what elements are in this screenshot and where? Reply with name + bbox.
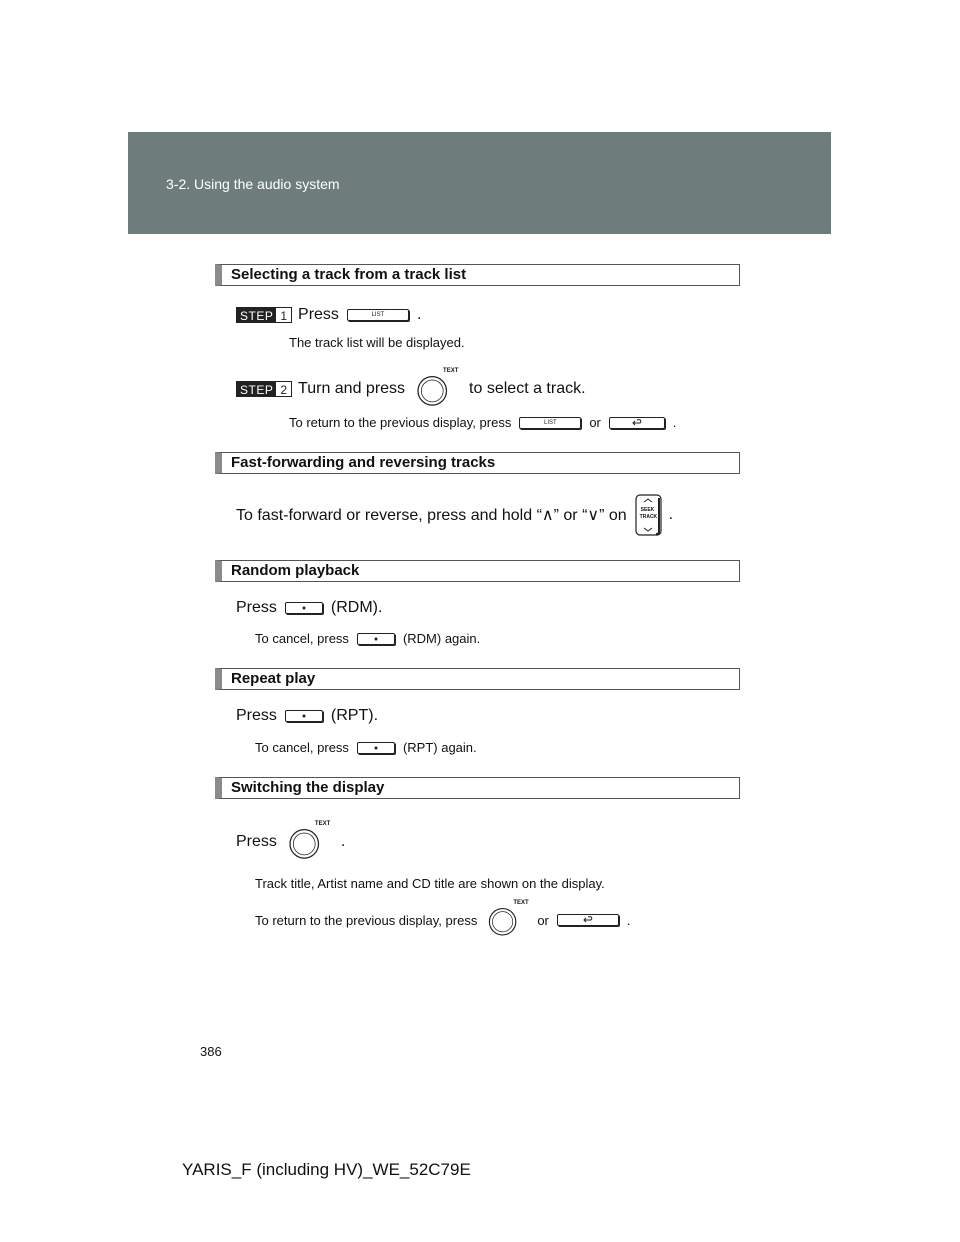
step2-post: to select a track. <box>469 380 586 397</box>
step2-line <box>236 370 586 408</box>
step1-line <box>236 306 421 324</box>
dot-button-icon <box>285 710 323 722</box>
section-heading-fast-forward: Fast-forwarding and reversing tracks <box>215 452 740 474</box>
repeat-line: Press (RPT). <box>236 707 379 724</box>
track-list-note: To return to the previous display, press LIST or . <box>289 415 677 430</box>
list-button-icon: LIST <box>519 417 581 429</box>
text-knob-icon: TEXT <box>413 370 461 408</box>
back-button-icon <box>609 417 665 429</box>
list-button-icon: LIST <box>347 309 409 321</box>
dot-button-icon <box>285 602 323 614</box>
random-note: To cancel, press (RDM) again. <box>255 631 481 646</box>
display-note1: Track title, Artist name and CD title are shown on the display. <box>255 876 605 891</box>
random-line: Press (RDM). <box>236 599 383 616</box>
display-note2: To return to the previous display, press TEXT or . <box>255 902 631 938</box>
step2-badge: STEP 2 <box>236 381 292 397</box>
step2-pre: Turn and press <box>298 380 406 397</box>
display-line: Press TEXT . <box>236 823 345 861</box>
repeat-note: To cancel, press (RPT) again. <box>255 740 477 755</box>
footer-code: YARIS_F (including HV)_WE_52C79E <box>182 1160 471 1179</box>
dot-button-icon <box>357 742 395 754</box>
section-heading-track-list: Selecting a track from a track list <box>215 264 740 286</box>
section-heading-display: Switching the display <box>215 777 740 799</box>
step1-note: The track list will be displayed. <box>289 335 465 350</box>
section-title: 3-2. Using the audio system <box>166 176 340 192</box>
back-button-icon <box>557 914 619 926</box>
step1-badge: STEP 1 <box>236 307 292 323</box>
step1-pre: Press <box>298 306 339 323</box>
page-number: 386 <box>200 1044 222 1059</box>
fast-forward-line: To fast-forward or reverse, press and hold “∧” or “∨” on SEEK TRACK . <box>236 494 673 536</box>
seek-track-button-icon: SEEK TRACK <box>633 494 663 536</box>
section-heading-random: Random playback <box>215 560 740 582</box>
text-knob-icon: TEXT <box>485 902 529 938</box>
dot-button-icon <box>357 633 395 645</box>
section-heading-repeat: Repeat play <box>215 668 740 690</box>
step1-post: . <box>416 306 422 323</box>
text-knob-icon: TEXT <box>285 823 333 861</box>
header-band <box>128 132 831 234</box>
